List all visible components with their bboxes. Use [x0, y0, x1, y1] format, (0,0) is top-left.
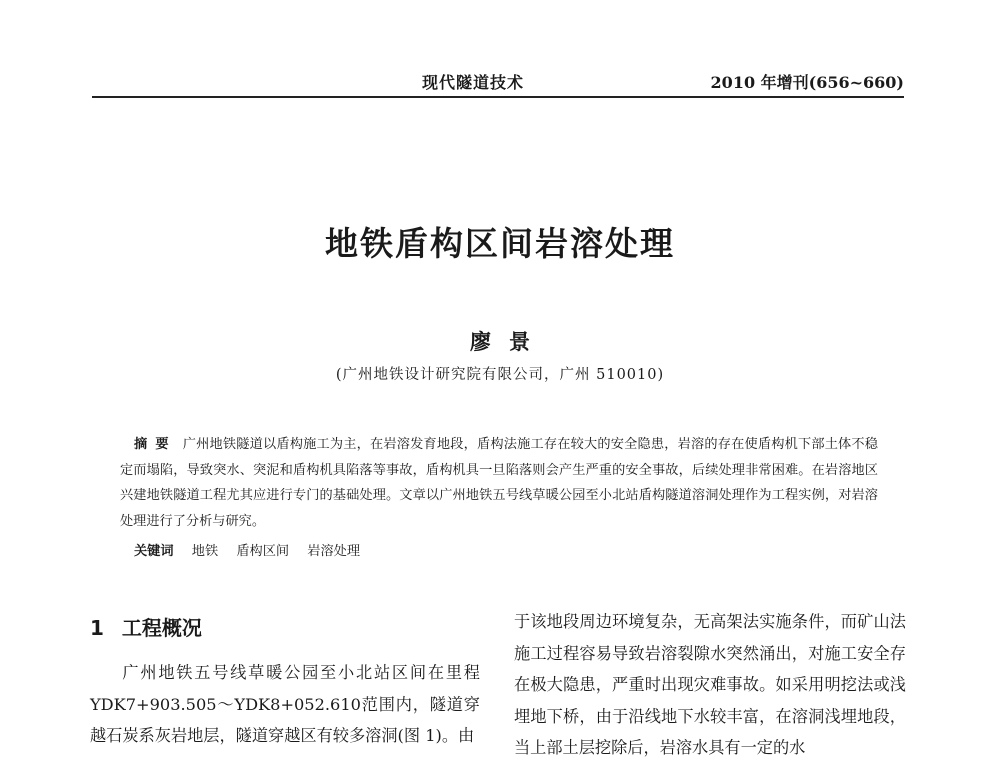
author-affiliation: (广州地铁设计研究院有限公司，广州 510010): [335, 367, 665, 383]
section-heading: [90, 612, 480, 641]
abstract-text: 广州地铁隧道以盾构施工为主，在岩溶发育地段，盾构法施工存在较大的安全隐患，岩溶的存在使盾构机下部土体不稳定而塌陷，导致突水、突泥和盾构机具陷落等事故，盾构机具一旦陷落则会产生严重的安全事故，后续处理非常困难。在岩溶地区兴建地铁隧道工程尤其应进行专门的基础处理。文章以广州地铁五号线草暖公园至小北站盾构隧道溶洞处理作为工程实例，对岩溶处理进行了分析与研究。: [120, 437, 878, 529]
keyword: 盾构区间: [236, 544, 290, 559]
section-title: 工程概况: [121, 616, 202, 640]
article-title: 地铁盾构区间岩溶处理: [325, 224, 675, 263]
keywords-label: 关键词: [134, 544, 174, 559]
body-paragraph: 广州地铁五号线草暖公园至小北站区间在里程YDK7+903.505～YDK8+052.610范围内，隧道穿越石炭系灰岩地层，隧道穿越区有较多溶洞(图 1)。由: [90, 663, 480, 745]
keyword: 岩溶处理: [307, 544, 361, 559]
section-number: 1: [90, 616, 104, 640]
keywords: [134, 540, 874, 559]
left-column: [90, 612, 480, 752]
issue-info: 2010 年增刊(656~660): [710, 73, 904, 92]
keyword: 地铁: [191, 544, 219, 559]
journal-name: 现代隧道技术: [422, 73, 525, 92]
abstract-label: 摘要: [134, 437, 177, 452]
abstract: [120, 432, 878, 534]
right-column: [514, 606, 906, 764]
body-paragraph: 于该地段周边环境复杂，无高架法实施条件，而矿山法施工过程容易导致岩溶裂隙水突然涌出，对施工安全存在极大隐患，严重时出现灾难事故。如采用明挖法或浅埋地下桥，由于沿线地下水较丰富，在溶洞浅埋地段，当上部土层挖除后，岩溶水具有一定的水: [514, 612, 906, 757]
running-header: [92, 70, 904, 98]
author-name: 廖景: [470, 329, 548, 354]
